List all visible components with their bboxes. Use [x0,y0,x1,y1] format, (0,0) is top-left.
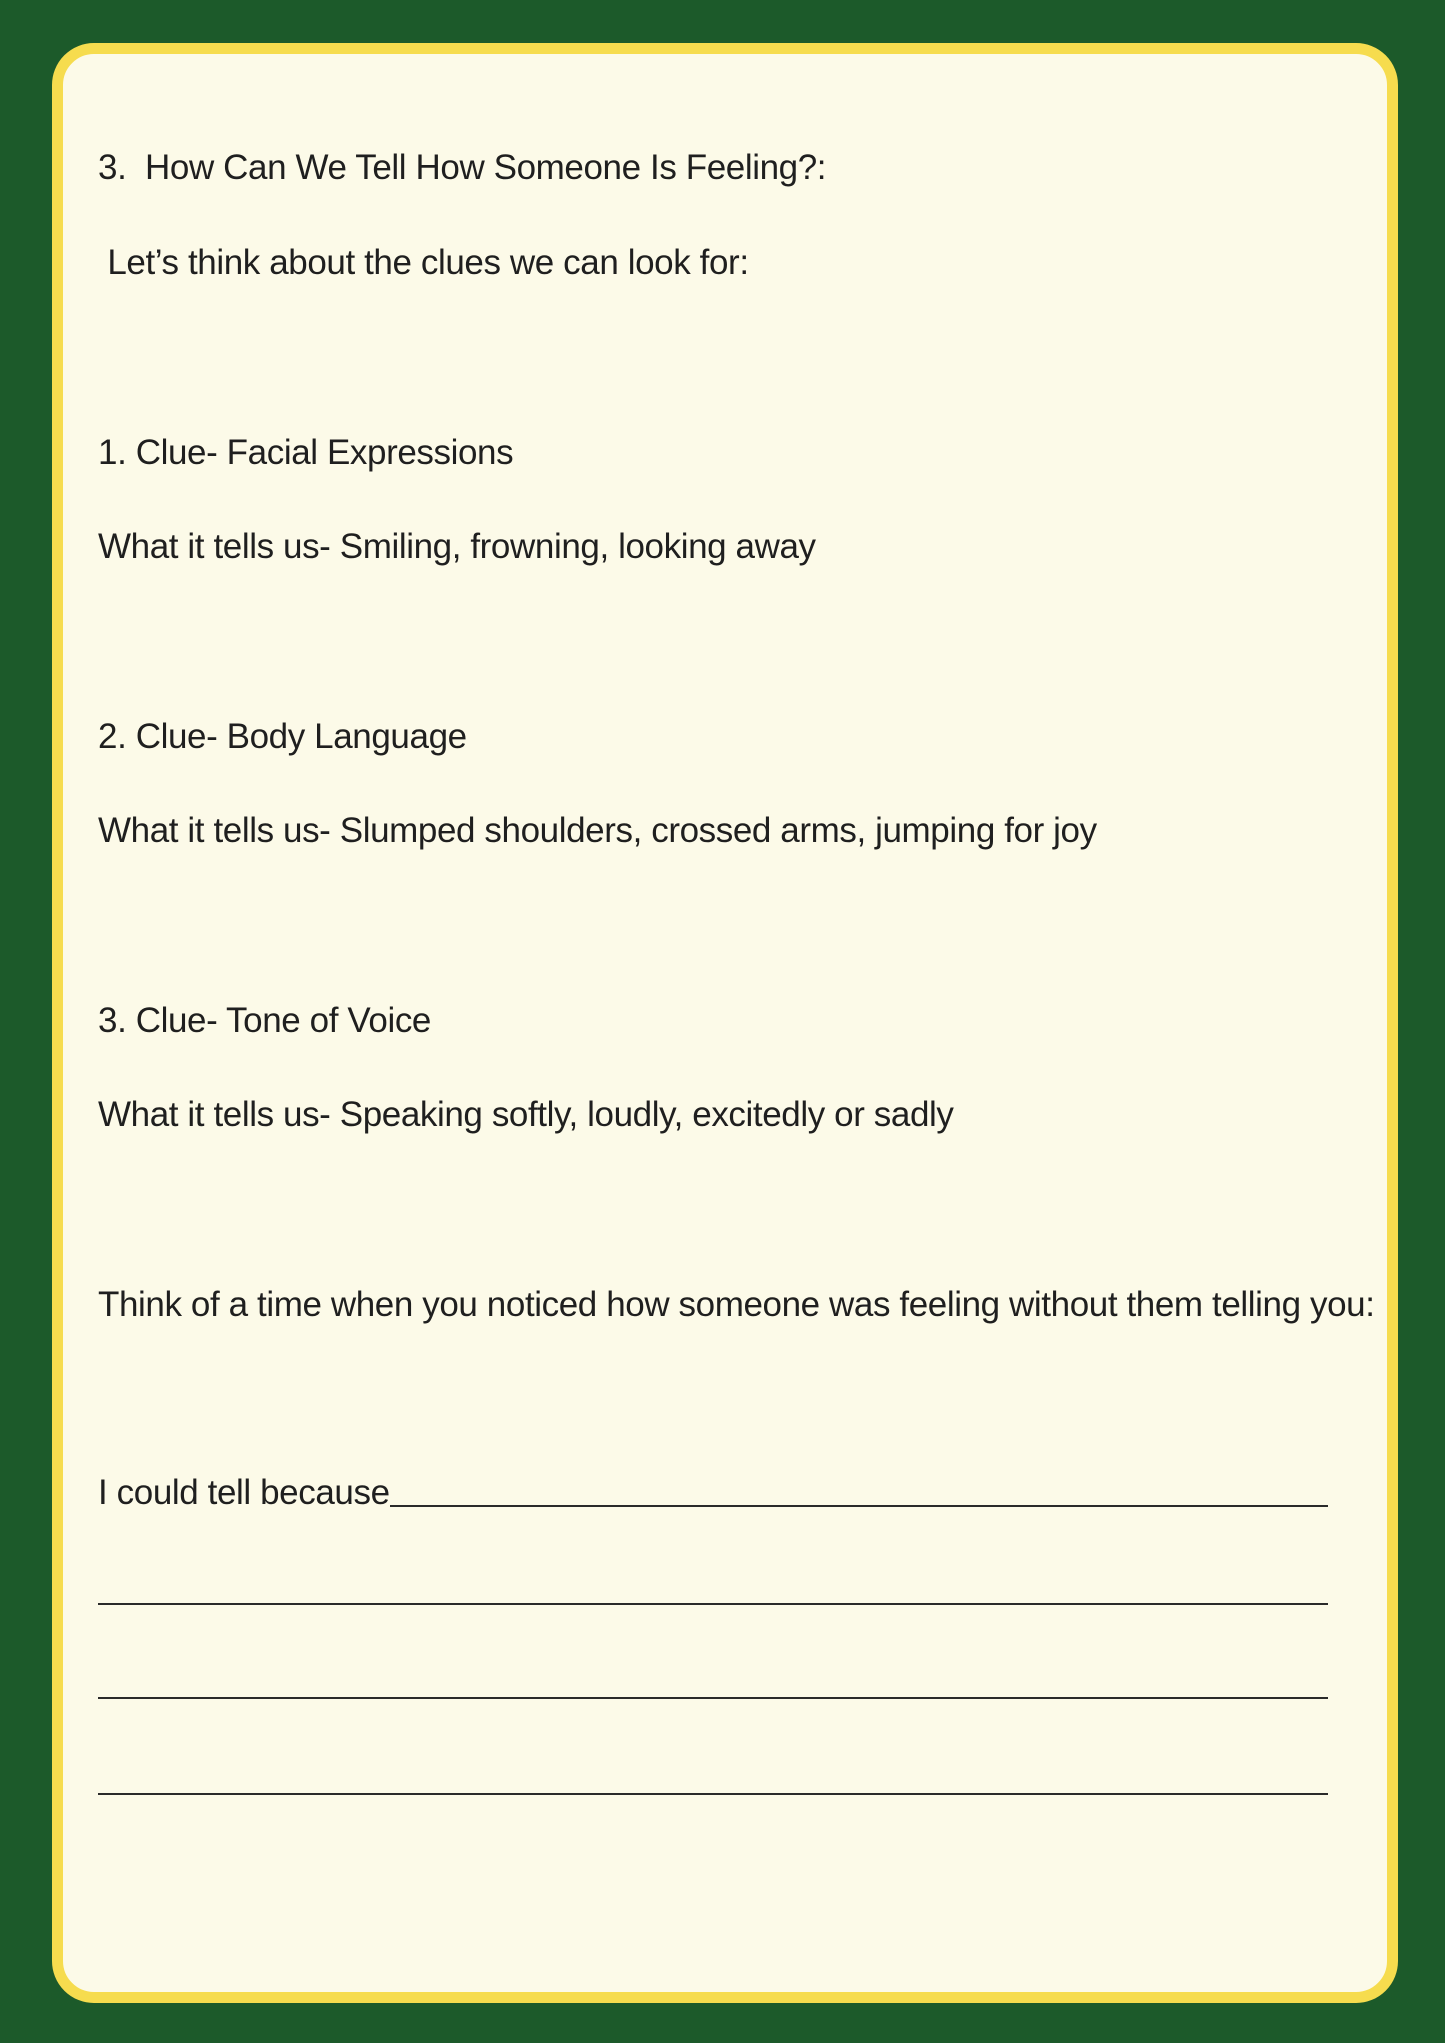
answer-line-2[interactable] [98,1603,1328,1605]
answer-row [98,1471,1328,1515]
answer-line-1[interactable] [390,1505,1328,1507]
answer-line-3[interactable] [98,1697,1328,1699]
clue-1-title: 1. Clue- Facial Expressions [98,433,514,472]
worksheet-title: 3. How Can We Tell How Someone Is Feeling?: [98,148,827,187]
clue-2-description: What it tells us- Slumped shoulders, crossed arms, jumping for joy [98,811,1097,850]
answer-line-4[interactable] [98,1793,1328,1795]
clue-3-title: 3. Clue- Tone of Voice [98,1001,431,1040]
clue-3-description: What it tells us- Speaking softly, loudly, excitedly or sadly [98,1095,954,1134]
clue-1-description: What it tells us- Smiling, frowning, looking away [98,527,816,566]
clue-2-title: 2. Clue- Body Language [98,717,467,756]
reflection-prompt: Think of a time when you noticed how someone was feeling without them telling you: [98,1285,1375,1324]
answer-label: I could tell because [98,1473,390,1512]
intro-text: Let’s think about the clues we can look for: [98,243,749,282]
